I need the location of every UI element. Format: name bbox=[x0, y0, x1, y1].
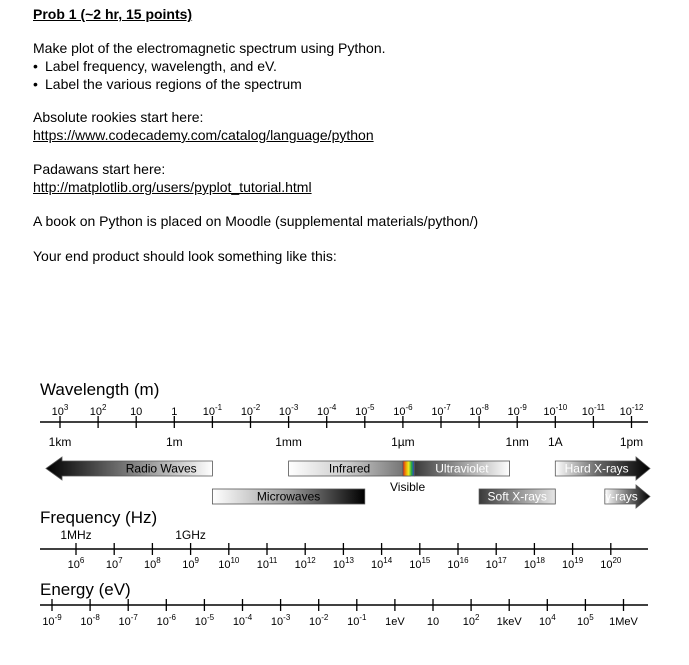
wavelength-named-label: 1A bbox=[547, 435, 563, 449]
frequency-tick-label: $10^{17}$ bbox=[485, 556, 507, 571]
energy-tick-label: $10^{-5}$ bbox=[194, 613, 215, 628]
energy-tick-label: 1eV bbox=[385, 616, 405, 628]
wavelength-named-label: 1km bbox=[48, 435, 72, 449]
region-label-radio: Radio Waves bbox=[125, 461, 197, 476]
region-band-vis bbox=[403, 461, 414, 476]
energy-tick-label: 10 bbox=[426, 616, 440, 628]
wavelength-tick-label: $10^{-10}$ bbox=[543, 403, 568, 418]
frequency-tick-label: $10^{15}$ bbox=[409, 556, 431, 571]
intro-text: Make plot of the electromagnetic spectrum using Python. bbox=[33, 40, 386, 56]
wavelength-tick-label: 10 bbox=[130, 406, 143, 418]
wavelength-tick-label: $10^3$ bbox=[51, 403, 69, 418]
energy-tick-label: $10^{-3}$ bbox=[270, 613, 291, 628]
wavelength-tick-label: 1 bbox=[171, 406, 178, 418]
frequency-tick-label: $10^6$ bbox=[67, 556, 85, 571]
wavelength-tick-label: $10^{-9}$ bbox=[507, 403, 527, 418]
frequency-tick-label: $10^{19}$ bbox=[562, 556, 584, 571]
energy-tick-label: 1MeV bbox=[609, 616, 638, 628]
region-label-uv: Ultraviolet bbox=[435, 461, 489, 476]
product-note: Your end product should look something like this: bbox=[33, 248, 337, 264]
energy-tick-label: $10^{-8}$ bbox=[80, 613, 100, 628]
padawans-label: Padawans start here: bbox=[33, 161, 166, 177]
region-label-soft: Soft X-rays bbox=[487, 489, 547, 504]
wavelength-named-label: 1pm bbox=[619, 435, 644, 449]
region-label-hard: Hard X-rays bbox=[564, 461, 629, 476]
wavelength-tick-label: $10^2$ bbox=[89, 403, 107, 418]
frequency-tick-label: $10^{16}$ bbox=[447, 556, 469, 571]
region-label-ir: Infrared bbox=[328, 461, 371, 476]
energy-tick-label: $10^{-2}$ bbox=[309, 613, 329, 628]
wavelength-axis-label: Wavelength (m) bbox=[40, 380, 160, 399]
wavelength-named-label: 1nm bbox=[505, 435, 529, 449]
frequency-tick-label: $10^{18}$ bbox=[523, 556, 545, 571]
frequency-named-label: 1GHz bbox=[175, 528, 206, 542]
frequency-axis-label: Frequency (Hz) bbox=[40, 508, 158, 527]
frequency-tick-label: $10^{11}$ bbox=[256, 556, 278, 571]
energy-tick-label: $10^2$ bbox=[462, 613, 480, 628]
frequency-tick-label: $10^{14}$ bbox=[371, 556, 393, 571]
wavelength-tick-label: $10^{-1}$ bbox=[202, 403, 223, 418]
energy-tick-label: 1keV bbox=[496, 616, 522, 628]
wavelength-tick-label: $10^{-7}$ bbox=[431, 403, 451, 418]
energy-tick-label: $10^{-9}$ bbox=[42, 613, 62, 628]
frequency-tick-label: $10^9$ bbox=[182, 556, 199, 571]
wavelength-tick-label: $10^{-12}$ bbox=[619, 403, 644, 418]
region-label-micro: Microwaves bbox=[256, 489, 321, 504]
energy-tick-label: $10^{-7}$ bbox=[118, 613, 138, 628]
energy-tick-label: $10^{-4}$ bbox=[232, 613, 253, 628]
wavelength-named-label: 1mm bbox=[275, 435, 302, 449]
frequency-tick-label: $10^7$ bbox=[105, 556, 123, 571]
codecademy-link[interactable]: https://www.codecademy.com/catalog/language/python bbox=[33, 127, 374, 143]
energy-tick-label: $10^4$ bbox=[538, 613, 556, 628]
frequency-tick-label: $10^{13}$ bbox=[332, 556, 354, 571]
problem-title: Prob 1 (~2 hr, 15 points) bbox=[33, 6, 193, 22]
energy-tick-label: $10^5$ bbox=[577, 613, 594, 628]
rookies-label: Absolute rookies start here: bbox=[33, 109, 204, 125]
region-label-visible: Visible bbox=[390, 480, 426, 494]
energy-tick-label: $10^{-6}$ bbox=[156, 613, 176, 628]
energy-axis-label: Energy (eV) bbox=[40, 580, 131, 599]
wavelength-tick-label: $10^{-11}$ bbox=[581, 403, 606, 418]
wavelength-tick-label: $10^{-4}$ bbox=[317, 403, 337, 418]
wavelength-tick-label: $10^{-8}$ bbox=[469, 403, 489, 418]
wavelength-tick-label: $10^{-6}$ bbox=[393, 403, 413, 418]
wavelength-tick-label: $10^{-2}$ bbox=[240, 403, 261, 418]
wavelength-tick-label: $10^{-3}$ bbox=[278, 403, 299, 418]
wavelength-named-label: 1µm bbox=[391, 435, 415, 449]
wavelength-named-label: 1m bbox=[165, 435, 183, 449]
list-item: • Label the various regions of the spectrum bbox=[33, 75, 302, 93]
book-note: A book on Python is placed on Moodle (supplemental materials/python/) bbox=[33, 213, 479, 229]
frequency-tick-label: $10^8$ bbox=[144, 556, 161, 571]
energy-tick-label: $10^{-1}$ bbox=[347, 613, 367, 628]
wavelength-tick-label: $10^{-5}$ bbox=[355, 403, 375, 418]
region-label-gamma: γ-rays bbox=[605, 489, 638, 504]
list-item: • Label frequency, wavelength, and eV. bbox=[33, 57, 302, 75]
frequency-named-label: 1MHz bbox=[60, 528, 92, 542]
frequency-tick-label: $10^{12}$ bbox=[294, 556, 316, 571]
frequency-tick-label: $10^{10}$ bbox=[218, 556, 240, 571]
matplotlib-link[interactable]: http://matplotlib.org/users/pyplot_tutorial.html bbox=[33, 179, 312, 195]
frequency-tick-label: $10^{20}$ bbox=[600, 556, 622, 571]
